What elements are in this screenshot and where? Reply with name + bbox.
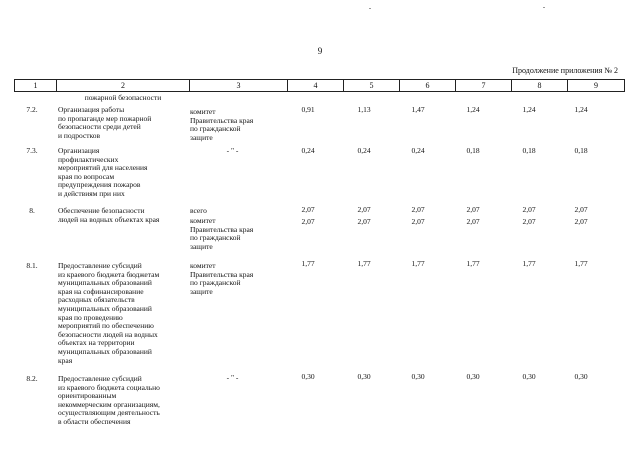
column-header-2: 2 — [57, 80, 190, 92]
column-header-8: 8 — [512, 80, 568, 92]
row-value: 1,24 — [574, 105, 588, 114]
row-name: Организация работы по пропаганде мер пожарной безопасности среди детей и подростков — [58, 105, 152, 140]
row-executor: комитет Правительства края по гражданской защите — [190, 216, 254, 251]
row-executor: - " - — [226, 373, 239, 382]
row-value: 2,07 — [357, 217, 371, 226]
row-number: 8. — [29, 206, 35, 215]
row-value: 2,07 — [522, 217, 536, 226]
column-header-4: 4 — [288, 80, 344, 92]
row-value: 0,91 — [301, 105, 315, 114]
row-number: 7.3. — [26, 146, 38, 155]
row-value: 1,47 — [411, 105, 425, 114]
column-number-header — [14, 79, 625, 92]
row-value: 1,13 — [357, 105, 371, 114]
row-executor: комитет Правительства края по гражданской защите — [190, 107, 254, 142]
row-value: 0,18 — [466, 146, 480, 155]
row-executor: - " - — [226, 146, 239, 155]
row-name: Организация профилактических мероприятий для населения края по вопросам предупреждения пожаров и действиям при них — [58, 146, 148, 198]
row-value: 1,77 — [301, 259, 315, 268]
column-header-5: 5 — [344, 80, 400, 92]
column-header-1: 1 — [15, 80, 57, 92]
row-number: 8.1. — [26, 261, 38, 270]
row-name: Предоставление субсидий из краевого бюджета бюджетам муниципальных образований края на софинансирование расходных обязательств муниципальных образований края по проведению мероприятий по обеспечению безопасности людей на водных объектах на территории муниципальных образований края — [58, 261, 160, 365]
scan-speck — [543, 7, 545, 8]
row-value: 0,30 — [357, 372, 371, 381]
row-number: 8.2. — [26, 374, 38, 383]
appendix-continuation-label: Продолжение приложения № 2 — [512, 66, 618, 75]
row-value: 2,07 — [574, 217, 588, 226]
column-header-6: 6 — [400, 80, 456, 92]
row-value: 1,77 — [357, 259, 371, 268]
row-value: 0,24 — [301, 146, 315, 155]
row-executor: комитет Правительства края по гражданской защите — [190, 261, 254, 296]
row-value: 0,24 — [411, 146, 425, 155]
row-executor-total: всего — [190, 206, 207, 215]
row-value: 0,18 — [522, 146, 536, 155]
row-value: 1,24 — [466, 105, 480, 114]
column-header-9: 9 — [568, 80, 625, 92]
row-value: 1,77 — [411, 259, 425, 268]
row-value: 0,30 — [411, 372, 425, 381]
row-value: 0,30 — [522, 372, 536, 381]
row-value: 0,30 — [574, 372, 588, 381]
row-value: 2,07 — [357, 205, 371, 214]
row-value: 0,18 — [574, 146, 588, 155]
row-value: 2,07 — [411, 205, 425, 214]
row-value: 1,77 — [574, 259, 588, 268]
column-header-3: 3 — [190, 80, 288, 92]
row-value: 0,30 — [466, 372, 480, 381]
page-number: 9 — [317, 46, 323, 56]
row-value: 1,77 — [466, 259, 480, 268]
row-value: 2,07 — [466, 217, 480, 226]
row-value: 2,07 — [301, 217, 315, 226]
row-value: 2,07 — [522, 205, 536, 214]
continuation-text: пожарной безопасности — [84, 93, 162, 102]
row-value: 0,30 — [301, 372, 315, 381]
row-value: 2,07 — [574, 205, 588, 214]
scan-speck — [369, 8, 371, 9]
row-value: 2,07 — [411, 217, 425, 226]
row-value: 1,24 — [522, 105, 536, 114]
row-number: 7.2. — [26, 105, 38, 114]
row-value: 2,07 — [301, 205, 315, 214]
row-name: Предоставление субсидий из краевого бюджета социально ориентированным некоммерческим организациям, осуществляющим деятельность в области обеспечения — [58, 374, 160, 426]
row-value: 0,24 — [357, 146, 371, 155]
row-name: Обеспечение безопасности людей на водных объектах края — [58, 206, 160, 224]
column-header-7: 7 — [456, 80, 512, 92]
row-value: 2,07 — [466, 205, 480, 214]
row-value: 1,77 — [522, 259, 536, 268]
